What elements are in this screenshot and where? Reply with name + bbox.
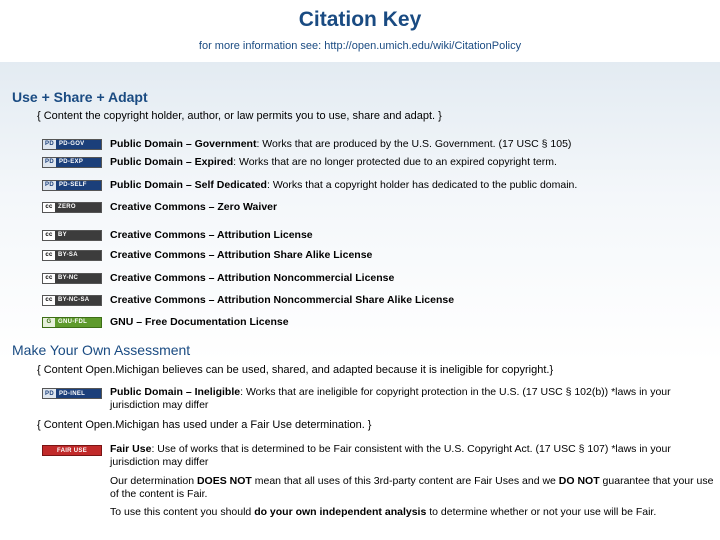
license-description: Creative Commons – Zero Waiver bbox=[110, 200, 278, 213]
license-row-pd-inel bbox=[42, 386, 712, 416]
pd-inel-badge-icon: PD PD-INEL bbox=[42, 388, 102, 399]
section-heading-make-your-own-assessment: Make Your Own Assessment bbox=[12, 342, 191, 358]
license-description: Creative Commons – Attribution Noncommercial Share Alike License bbox=[110, 293, 455, 306]
license-row-pd-exp bbox=[42, 153, 712, 171]
section2-note-fair-use: { Content Open.Michigan has used under a Fair Use determination. } bbox=[37, 419, 372, 431]
fair-use-advice: To use this content you should do your own independent analysis to determine whether or not your use will be Fair. bbox=[110, 506, 657, 518]
license-description: GNU – Free Documentation License bbox=[110, 315, 289, 328]
section1-note: { Content the copyright holder, author, or law permits you to use, share and adapt. } bbox=[37, 110, 442, 122]
fair-use-disclaimer: Our determination DOES NOT mean that all uses of this 3rd-party content are Fair Uses and we DO NOT guarantee that your use of the content is Fair. bbox=[110, 475, 714, 500]
gnu-fdl-badge-icon: G GNU-FDL bbox=[42, 317, 102, 328]
section2-note-ineligible: { Content Open.Michigan believes can be used, shared, and adapted because it is ineligible for copyright.} bbox=[37, 364, 554, 376]
page-title: Citation Key bbox=[298, 8, 422, 31]
license-description: Fair Use: Use of works that is determined to be Fair consistent with the U.S. Copyright Act. (17 USC § 107) *laws in your jurisdiction may differ bbox=[110, 443, 671, 468]
license-row-cc-by-sa bbox=[42, 246, 712, 264]
cc-by-sa-badge-icon: cc BY-SA bbox=[42, 250, 102, 261]
license-row-fair-use bbox=[42, 443, 712, 473]
license-row-cc-zero bbox=[42, 198, 712, 216]
pd-gov-badge-icon: PD PD-GOV bbox=[42, 139, 102, 150]
license-row-cc-by-nc bbox=[42, 269, 712, 287]
cc-by-nc-badge-icon: cc BY-NC bbox=[42, 273, 102, 284]
cc-by-nc-sa-badge-icon: cc BY-NC-SA bbox=[42, 295, 102, 306]
pd-exp-badge-icon: PD PD-EXP bbox=[42, 157, 102, 168]
license-row-cc-by-nc-sa bbox=[42, 291, 712, 309]
license-description: Creative Commons – Attribution License bbox=[110, 228, 313, 241]
pd-self-badge-icon: PD PD-SELF bbox=[42, 180, 102, 191]
section-heading-use-share-adapt: Use + Share + Adapt bbox=[12, 89, 148, 105]
license-description: Public Domain – Government: Works that are produced by the U.S. Government. (17 USC § 105) bbox=[110, 137, 572, 150]
fair-use-badge-icon: FAIR USE bbox=[42, 445, 102, 456]
license-description: Creative Commons – Attribution Noncommercial License bbox=[110, 271, 395, 284]
license-row-pd-self bbox=[42, 176, 712, 194]
license-description: Public Domain – Expired: Works that are no longer protected due to an expired copyright term. bbox=[110, 155, 557, 168]
license-description: Creative Commons – Attribution Share Alike License bbox=[110, 248, 373, 261]
cc-by-badge-icon: cc BY bbox=[42, 230, 102, 241]
license-description: Public Domain – Self Dedicated: Works that a copyright holder has dedicated to the public domain. bbox=[110, 178, 578, 191]
license-row-gnu-fdl bbox=[42, 313, 712, 331]
cc-zero-badge-icon: cc ZERO bbox=[42, 202, 102, 213]
license-row-cc-by bbox=[42, 226, 712, 244]
license-row-pd-gov bbox=[42, 135, 712, 153]
license-description: Public Domain – Ineligible: Works that are ineligible for copyright protection in the U.S. (17 USC § 102(b)) *laws in your jurisdiction may differ bbox=[110, 386, 671, 411]
page-subtitle: for more information see: http://open.umich.edu/wiki/CitationPolicy bbox=[198, 40, 522, 52]
